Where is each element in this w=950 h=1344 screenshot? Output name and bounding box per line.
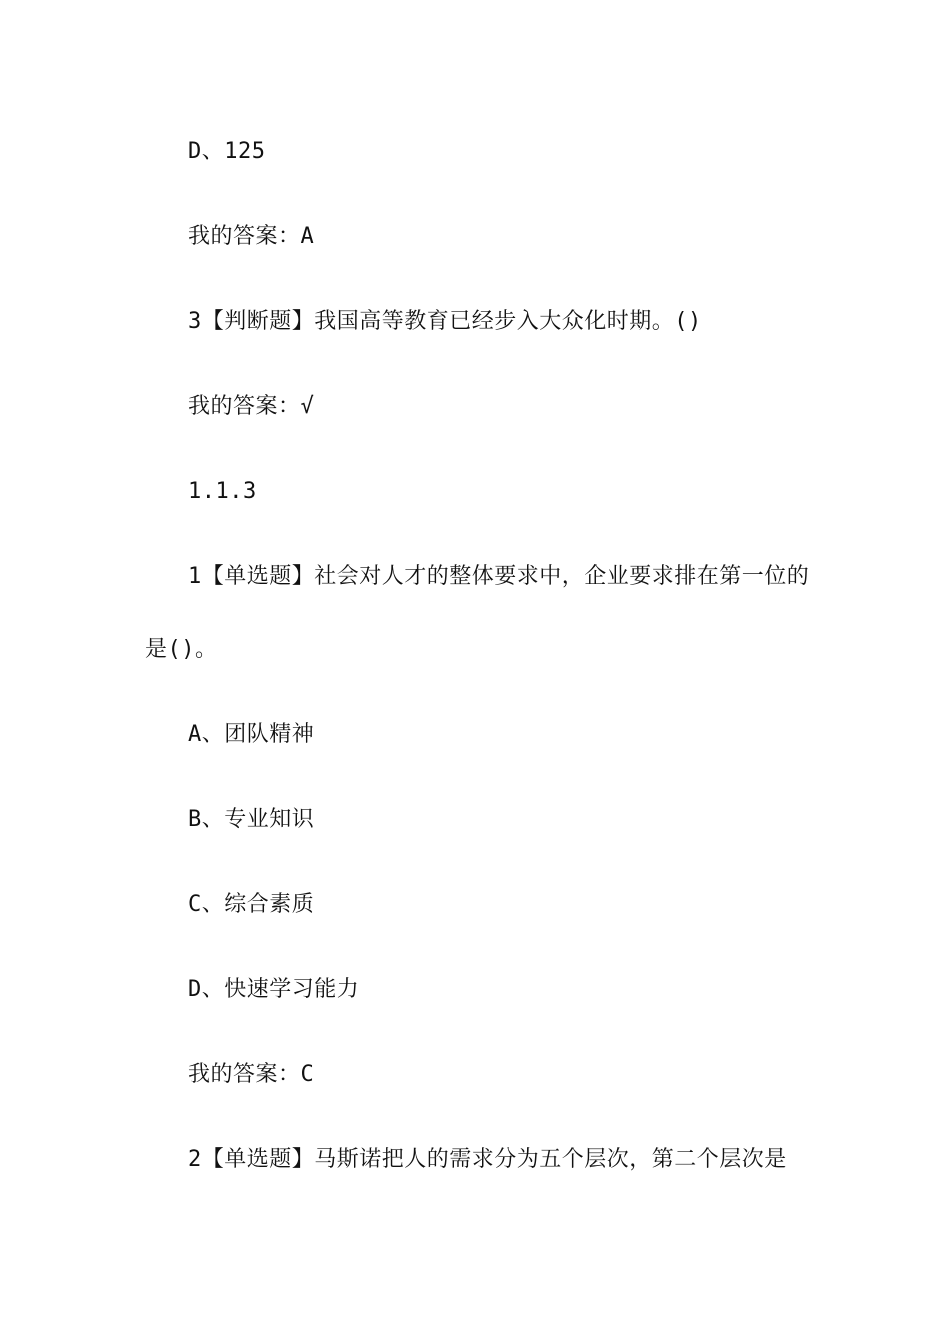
answer-line: 我的答案：C bbox=[188, 1062, 315, 1087]
question-continuation-line: 是()。 bbox=[145, 637, 218, 662]
option-b-line: B、专业知识 bbox=[188, 807, 315, 832]
option-d-line: D、快速学习能力 bbox=[188, 977, 360, 1002]
answer-line: 我的答案：A bbox=[188, 224, 315, 249]
section-number: 1.1.3 bbox=[188, 479, 257, 504]
option-d-line: D、125 bbox=[188, 139, 266, 164]
question-line: 1【单选题】社会对人才的整体要求中，企业要求排在第一位的 bbox=[188, 564, 810, 589]
option-c-line: C、综合素质 bbox=[188, 892, 315, 917]
answer-line: 我的答案：√ bbox=[188, 394, 315, 419]
question-line: 3【判断题】我国高等教育已经步入大众化时期。() bbox=[188, 309, 702, 334]
question-line: 2【单选题】马斯诺把人的需求分为五个层次，第二个层次是 bbox=[188, 1147, 787, 1172]
option-a-line: A、团队精神 bbox=[188, 722, 315, 747]
